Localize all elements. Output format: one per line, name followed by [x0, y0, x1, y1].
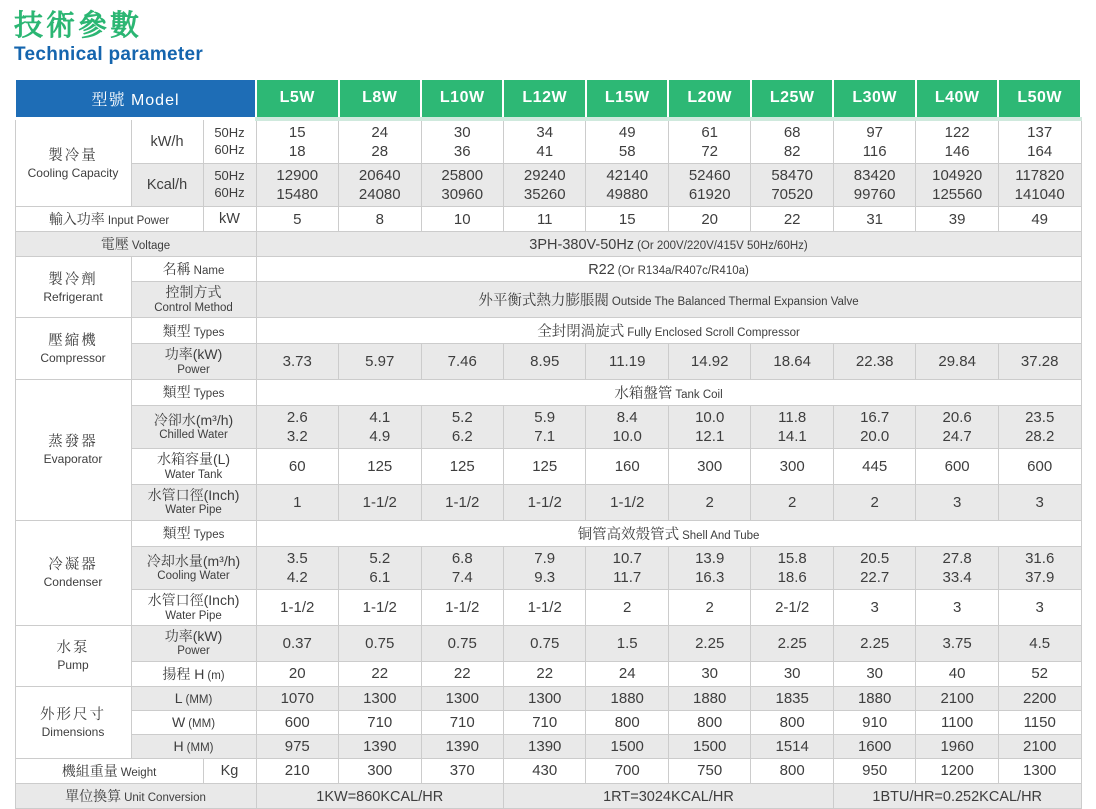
value-cell: 5 [256, 207, 338, 232]
value-cell: 61 72 [668, 119, 750, 164]
value-cell: 22 [751, 207, 833, 232]
row-label-cell: 電壓 Voltage [15, 232, 256, 257]
value-cell: 125 [339, 449, 421, 485]
unit-cell: Kcal/h [131, 164, 203, 207]
merged-value-cell: 全封閉渦旋式 Fully Enclosed Scroll Compressor [256, 318, 1081, 344]
value-cell: 22 [503, 661, 585, 686]
value-cell: 20640 24080 [339, 164, 421, 207]
frequency-cell: 50Hz 60Hz [203, 119, 256, 164]
row-label-cell: 控制方式 Control Method [131, 282, 256, 318]
value-cell: 1-1/2 [421, 484, 503, 520]
value-cell: 49 [998, 207, 1081, 232]
table-row [15, 282, 1081, 318]
value-cell: 68 82 [751, 119, 833, 164]
value-cell: 800 [751, 710, 833, 734]
value-cell: 20 [256, 661, 338, 686]
value-cell: 8.4 10.0 [586, 405, 668, 448]
value-cell: 11 [503, 207, 585, 232]
category-cell: 蒸發器 Evaporator [15, 379, 131, 520]
model-header-l15w: L15W [586, 79, 668, 119]
value-cell: 2.25 [668, 625, 750, 661]
value-cell: 300 [339, 759, 421, 784]
row-label-cell: L (MM) [131, 686, 256, 710]
value-cell: 10.0 12.1 [668, 405, 750, 448]
value-cell: 1600 [833, 734, 915, 758]
value-cell: 6.8 7.4 [421, 546, 503, 589]
model-header-l5w: L5W [256, 79, 338, 119]
unit-cell: kW [203, 207, 256, 232]
row-label-cell: 名稱 Name [131, 257, 256, 282]
row-label-cell: 水管口徑(Inch) Water Pipe [131, 484, 256, 520]
value-cell: 1390 [503, 734, 585, 758]
value-cell: 1 [256, 484, 338, 520]
value-cell: 3.73 [256, 344, 338, 380]
value-cell: 30 [833, 661, 915, 686]
value-cell: 27.8 33.4 [916, 546, 998, 589]
value-cell: 15 [586, 207, 668, 232]
value-cell: 710 [503, 710, 585, 734]
value-cell: 1150 [998, 710, 1081, 734]
value-cell: 2-1/2 [751, 590, 833, 626]
value-cell: 300 [751, 449, 833, 485]
value-cell: 800 [668, 710, 750, 734]
value-cell: 370 [421, 759, 503, 784]
value-cell: 31.6 37.9 [998, 546, 1081, 589]
table-row [15, 784, 1081, 809]
value-cell: 11.19 [586, 344, 668, 380]
table-row [15, 686, 1081, 710]
value-cell: 37.28 [998, 344, 1081, 380]
model-header-l10w: L10W [421, 79, 503, 119]
model-header-l30w: L30W [833, 79, 915, 119]
row-label-cell: 水管口徑(Inch) Water Pipe [131, 590, 256, 626]
value-cell: 52460 61920 [668, 164, 750, 207]
merged-value-cell: R22 (Or R134a/R407c/R410a) [256, 257, 1081, 282]
value-cell: 4.5 [998, 625, 1081, 661]
value-cell: 7.46 [421, 344, 503, 380]
value-cell: 710 [421, 710, 503, 734]
value-cell: 0.37 [256, 625, 338, 661]
value-cell: 1-1/2 [586, 484, 668, 520]
value-cell: 1-1/2 [339, 590, 421, 626]
category-cell: 水泵 Pump [15, 625, 131, 686]
row-label-cell: 揚程 H (m) [131, 661, 256, 686]
value-cell: 0.75 [421, 625, 503, 661]
value-cell: 18.64 [751, 344, 833, 380]
value-cell: 2100 [916, 686, 998, 710]
merged-value-cell: 水箱盤管 Tank Coil [256, 379, 1081, 405]
value-cell: 125 [421, 449, 503, 485]
value-cell: 2 [751, 484, 833, 520]
table-row [15, 119, 1081, 164]
value-cell: 700 [586, 759, 668, 784]
merged-value-cell: 1BTU/HR=0.252KCAL/HR [833, 784, 1081, 809]
value-cell: 14.92 [668, 344, 750, 380]
value-cell: 4.1 4.9 [339, 405, 421, 448]
value-cell: 1835 [751, 686, 833, 710]
value-cell: 97 116 [833, 119, 915, 164]
value-cell: 40 [916, 661, 998, 686]
value-cell: 3 [998, 484, 1081, 520]
value-cell: 2200 [998, 686, 1081, 710]
model-header-l25w: L25W [751, 79, 833, 119]
merged-value-cell: 3PH-380V-50Hz (Or 200V/220V/415V 50Hz/60Hz) [256, 232, 1081, 257]
value-cell: 39 [916, 207, 998, 232]
header-row [15, 79, 1081, 119]
value-cell: 1300 [339, 686, 421, 710]
value-cell: 0.75 [503, 625, 585, 661]
value-cell: 25800 30960 [421, 164, 503, 207]
table-row [15, 734, 1081, 758]
value-cell: 13.9 16.3 [668, 546, 750, 589]
value-cell: 430 [503, 759, 585, 784]
value-cell: 445 [833, 449, 915, 485]
value-cell: 600 [256, 710, 338, 734]
table-row [15, 710, 1081, 734]
table-row [15, 344, 1081, 380]
table-row [15, 318, 1081, 344]
value-cell: 750 [668, 759, 750, 784]
table-row [15, 661, 1081, 686]
value-cell: 83420 99760 [833, 164, 915, 207]
row-label-cell: W (MM) [131, 710, 256, 734]
value-cell: 1960 [916, 734, 998, 758]
value-cell: 117820 141040 [998, 164, 1081, 207]
row-label-cell: 輸入功率 Input Power [15, 207, 203, 232]
frequency-cell: 50Hz 60Hz [203, 164, 256, 207]
merged-value-cell: 1RT=3024KCAL/HR [503, 784, 833, 809]
value-cell: 104920 125560 [916, 164, 998, 207]
value-cell: 20.6 24.7 [916, 405, 998, 448]
value-cell: 5.97 [339, 344, 421, 380]
value-cell: 16.7 20.0 [833, 405, 915, 448]
value-cell: 5.2 6.2 [421, 405, 503, 448]
table-row [15, 520, 1081, 546]
value-cell: 710 [339, 710, 421, 734]
table-row [15, 164, 1081, 207]
value-cell: 52 [998, 661, 1081, 686]
value-cell: 0.75 [339, 625, 421, 661]
value-cell: 3 [916, 484, 998, 520]
table-row [15, 207, 1081, 232]
value-cell: 24 28 [339, 119, 421, 164]
value-cell: 160 [586, 449, 668, 485]
value-cell: 950 [833, 759, 915, 784]
row-label-cell: 類型 Types [131, 520, 256, 546]
value-cell: 1390 [339, 734, 421, 758]
model-header-l40w: L40W [916, 79, 998, 119]
value-cell: 1.5 [586, 625, 668, 661]
merged-value-cell: 铜管高效殼管式 Shell And Tube [256, 520, 1081, 546]
table-row [15, 379, 1081, 405]
value-cell: 2 [668, 484, 750, 520]
table-row [15, 449, 1081, 485]
value-cell: 910 [833, 710, 915, 734]
value-cell: 30 [668, 661, 750, 686]
model-header-l50w: L50W [998, 79, 1081, 119]
value-cell: 15 18 [256, 119, 338, 164]
value-cell: 3.75 [916, 625, 998, 661]
value-cell: 1500 [668, 734, 750, 758]
value-cell: 3.5 4.2 [256, 546, 338, 589]
value-cell: 125 [503, 449, 585, 485]
unit-cell: Kg [203, 759, 256, 784]
value-cell: 1-1/2 [421, 590, 503, 626]
value-cell: 2.6 3.2 [256, 405, 338, 448]
category-cell: 製冷劑 Refrigerant [15, 257, 131, 318]
table-row [15, 232, 1081, 257]
row-label-cell: 冷却水量(m³/h) Cooling Water [131, 546, 256, 589]
value-cell: 42140 49880 [586, 164, 668, 207]
value-cell: 2 [586, 590, 668, 626]
value-cell: 22.38 [833, 344, 915, 380]
value-cell: 1390 [421, 734, 503, 758]
value-cell: 1-1/2 [256, 590, 338, 626]
value-cell: 1070 [256, 686, 338, 710]
value-cell: 1200 [916, 759, 998, 784]
value-cell: 210 [256, 759, 338, 784]
value-cell: 600 [916, 449, 998, 485]
category-cell: 製冷量 Cooling Capacity [15, 119, 131, 207]
value-cell: 3 [998, 590, 1081, 626]
value-cell: 1-1/2 [339, 484, 421, 520]
value-cell: 2 [668, 590, 750, 626]
value-cell: 8 [339, 207, 421, 232]
table-row [15, 257, 1081, 282]
value-cell: 1880 [586, 686, 668, 710]
value-cell: 8.95 [503, 344, 585, 380]
merged-value-cell: 外平衡式熱力膨脹閥 Outside The Balanced Thermal Expansion Valve [256, 282, 1081, 318]
category-cell: 外形尺寸 Dimensions [15, 686, 131, 759]
value-cell: 1100 [916, 710, 998, 734]
table-row [15, 759, 1081, 784]
table-row [15, 484, 1081, 520]
value-cell: 2.25 [833, 625, 915, 661]
row-label-cell: 單位換算 Unit Conversion [15, 784, 256, 809]
value-cell: 1-1/2 [503, 484, 585, 520]
table-row [15, 625, 1081, 661]
row-label-cell: 類型 Types [131, 379, 256, 405]
value-cell: 137 164 [998, 119, 1081, 164]
unit-cell: kW/h [131, 119, 203, 164]
value-cell: 1300 [421, 686, 503, 710]
value-cell: 1880 [668, 686, 750, 710]
value-cell: 10.7 11.7 [586, 546, 668, 589]
category-cell: 壓縮機 Compressor [15, 318, 131, 380]
value-cell: 600 [998, 449, 1081, 485]
value-cell: 24 [586, 661, 668, 686]
value-cell: 30 [751, 661, 833, 686]
value-cell: 5.2 6.1 [339, 546, 421, 589]
value-cell: 20 [668, 207, 750, 232]
spec-table [14, 78, 1082, 809]
row-label-cell: 類型 Types [131, 318, 256, 344]
value-cell: 800 [751, 759, 833, 784]
value-cell: 7.9 9.3 [503, 546, 585, 589]
value-cell: 58470 70520 [751, 164, 833, 207]
table-row [15, 405, 1081, 448]
model-header-l12w: L12W [503, 79, 585, 119]
row-label-cell: H (MM) [131, 734, 256, 758]
table-row [15, 590, 1081, 626]
value-cell: 31 [833, 207, 915, 232]
model-header-cell: 型號 Model [15, 79, 256, 119]
value-cell: 10 [421, 207, 503, 232]
value-cell: 15.8 18.6 [751, 546, 833, 589]
table-header [15, 79, 1081, 119]
model-header-l20w: L20W [668, 79, 750, 119]
value-cell: 60 [256, 449, 338, 485]
value-cell: 22 [339, 661, 421, 686]
value-cell: 1300 [998, 759, 1081, 784]
page-title: 技術參數 [14, 10, 143, 42]
value-cell: 3 [833, 590, 915, 626]
value-cell: 23.5 28.2 [998, 405, 1081, 448]
value-cell: 122 146 [916, 119, 998, 164]
value-cell: 22 [421, 661, 503, 686]
value-cell: 800 [586, 710, 668, 734]
value-cell: 1500 [586, 734, 668, 758]
value-cell: 1-1/2 [503, 590, 585, 626]
model-header-l8w: L8W [339, 79, 421, 119]
value-cell: 5.9 7.1 [503, 405, 585, 448]
value-cell: 29.84 [916, 344, 998, 380]
value-cell: 12900 15480 [256, 164, 338, 207]
value-cell: 1514 [751, 734, 833, 758]
value-cell: 3 [916, 590, 998, 626]
row-label-cell: 冷卻水(m³/h) Chilled Water [131, 405, 256, 448]
value-cell: 1880 [833, 686, 915, 710]
table-row [15, 546, 1081, 589]
value-cell: 29240 35260 [503, 164, 585, 207]
merged-value-cell: 1KW=860KCAL/HR [256, 784, 503, 809]
value-cell: 49 58 [586, 119, 668, 164]
page-subtitle: Technical parameter [14, 43, 204, 65]
value-cell: 20.5 22.7 [833, 546, 915, 589]
value-cell: 30 36 [421, 119, 503, 164]
value-cell: 2 [833, 484, 915, 520]
value-cell: 975 [256, 734, 338, 758]
row-label-cell: 水箱容量(L) Water Tank [131, 449, 256, 485]
value-cell: 1300 [503, 686, 585, 710]
table-body [15, 119, 1081, 809]
value-cell: 34 41 [503, 119, 585, 164]
value-cell: 2.25 [751, 625, 833, 661]
value-cell: 2100 [998, 734, 1081, 758]
row-label-cell: 機組重量 Weight [15, 759, 203, 784]
row-label-cell: 功率(kW) Power [131, 344, 256, 380]
value-cell: 300 [668, 449, 750, 485]
value-cell: 11.8 14.1 [751, 405, 833, 448]
row-label-cell: 功率(kW) Power [131, 625, 256, 661]
category-cell: 冷凝器 Condenser [15, 520, 131, 625]
